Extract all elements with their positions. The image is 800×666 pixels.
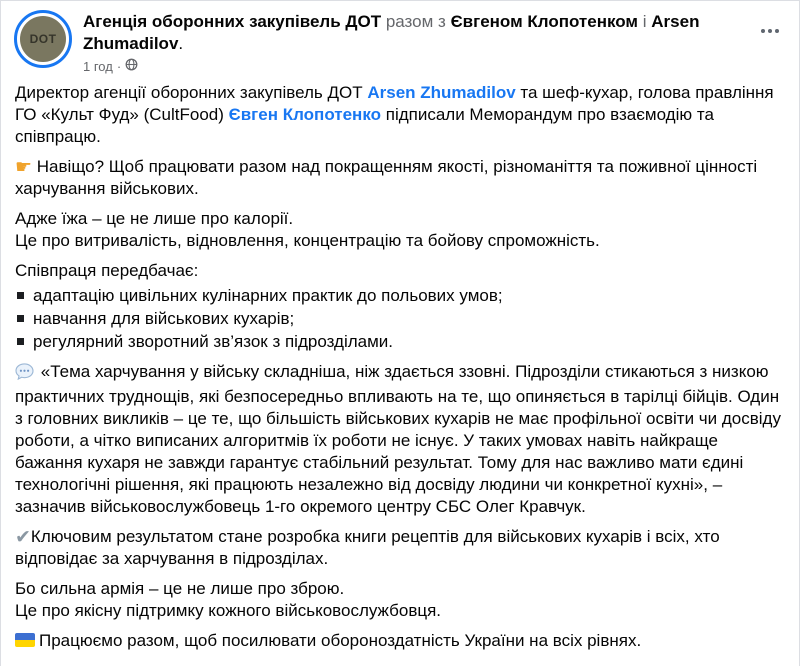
byline-connector: разом з (385, 12, 446, 31)
army-line-1: Бо сильна армія – це не лише про зброю. (15, 579, 345, 598)
result-text: Ключовим результатом стане розробка книги рецептів для військових кухарів і всіх, хто відповідає за харчування в підрозділах. (15, 527, 720, 568)
army-line-2: Це про якісну підтримку кожного військовослужбовця. (15, 601, 442, 620)
quote-text: «Тема харчування у війську складніша, ніж здається ззовні. Підрозділи стикаються з низкою практичних труднощів, які безпосередньо впливають на те, що опиняється в тарілці бійців. Один з головних викликів – це те, що більшість військових кухарів не має профільної освіти чи досвіду роботи, а чітко виписаних алгоритмів їх роботи не існує. У таких умовах навіть найкраще бажання кухаря не завжди гарантує стабільний результат. Тому для нас важливо мати єдині технологічні рішення, які працюють незалежно від досвіду людини чи конкретної кухні», – зазначив військовослужбовець 1-го окремого центру СБС Олег Кравчук. (15, 362, 781, 516)
tagged-person-1-link[interactable]: Євгеном Клопотенком (450, 12, 639, 31)
square-bullet-icon (17, 315, 24, 322)
ukraine-flag-icon (15, 633, 35, 647)
list-item (15, 307, 785, 330)
intro-text-1: Директор агенції оборонних закупівель ДОТ (15, 83, 363, 102)
meta-separator: · (116, 58, 122, 74)
avatar[interactable] (14, 10, 72, 68)
why-text: Навіщо? Щоб працювати разом над покращенням якості, різноманіття та поживної цінності харчування військових. (15, 157, 758, 198)
paragraph-why (15, 156, 785, 200)
speech-balloon-icon (15, 363, 34, 386)
food-line-1: Адже їжа – це не лише про калорії. (15, 209, 294, 228)
avatar-text: DOT (29, 32, 57, 46)
mention-yevhen-klopotenko[interactable]: Євген Клопотенко (228, 105, 381, 124)
paragraph-army (15, 578, 785, 622)
paragraph-food (15, 208, 785, 252)
paragraph-quote (15, 361, 785, 518)
square-bullet-icon (17, 292, 24, 299)
globe-icon (125, 58, 138, 74)
pointing-right-hand-icon: ☛ (15, 157, 33, 178)
paragraph-intro (15, 82, 785, 148)
intro-text-3: підписали Меморандум про взаємодію та співпрацю. (15, 105, 714, 146)
closing-text: Працюємо разом, щоб посилювати обороноздатність України на всіх рівнях. (39, 631, 642, 650)
byline-and: і (642, 12, 647, 31)
post-menu-button[interactable] (759, 23, 781, 39)
list-item (15, 330, 785, 353)
ellipsis-icon (761, 29, 765, 33)
square-bullet-icon (17, 338, 24, 345)
food-line-2: Це про витривалість, відновлення, концентрацію та бойову спроможність. (15, 231, 600, 250)
cooperation-lead: Співпраця передбачає: (15, 261, 199, 280)
check-mark-icon: ✔ (15, 527, 31, 548)
bullet-text: регулярний зворотний зв’язок з підрозділами. (33, 331, 393, 351)
intro-text-2: та шеф-кухар, голова правління ГО «Культ Фуд» (CultFood) (15, 83, 774, 124)
header-text (83, 10, 733, 74)
cooperation-list (15, 284, 785, 353)
post-byline (83, 11, 733, 55)
post-meta (83, 58, 733, 74)
post-header (1, 1, 799, 78)
page-name-link[interactable]: Агенція оборонних закупівель ДОТ (83, 12, 382, 31)
post-body (1, 78, 799, 652)
mention-arsen-zhumadilov[interactable]: Arsen Zhumadilov (367, 83, 516, 102)
paragraph-result (15, 526, 785, 570)
paragraph-closing (15, 630, 785, 652)
tagged-person-2-link[interactable]: Arsen Zhumadilov (83, 12, 700, 53)
bullet-text: адаптацію цивільних кулінарних практик до польових умов; (33, 285, 503, 305)
timestamp-link[interactable]: 1 год (83, 58, 113, 74)
avatar-logo (20, 16, 66, 62)
bullet-text: навчання для військових кухарів; (33, 308, 295, 328)
byline-period: . (178, 34, 184, 53)
list-item (15, 284, 785, 307)
